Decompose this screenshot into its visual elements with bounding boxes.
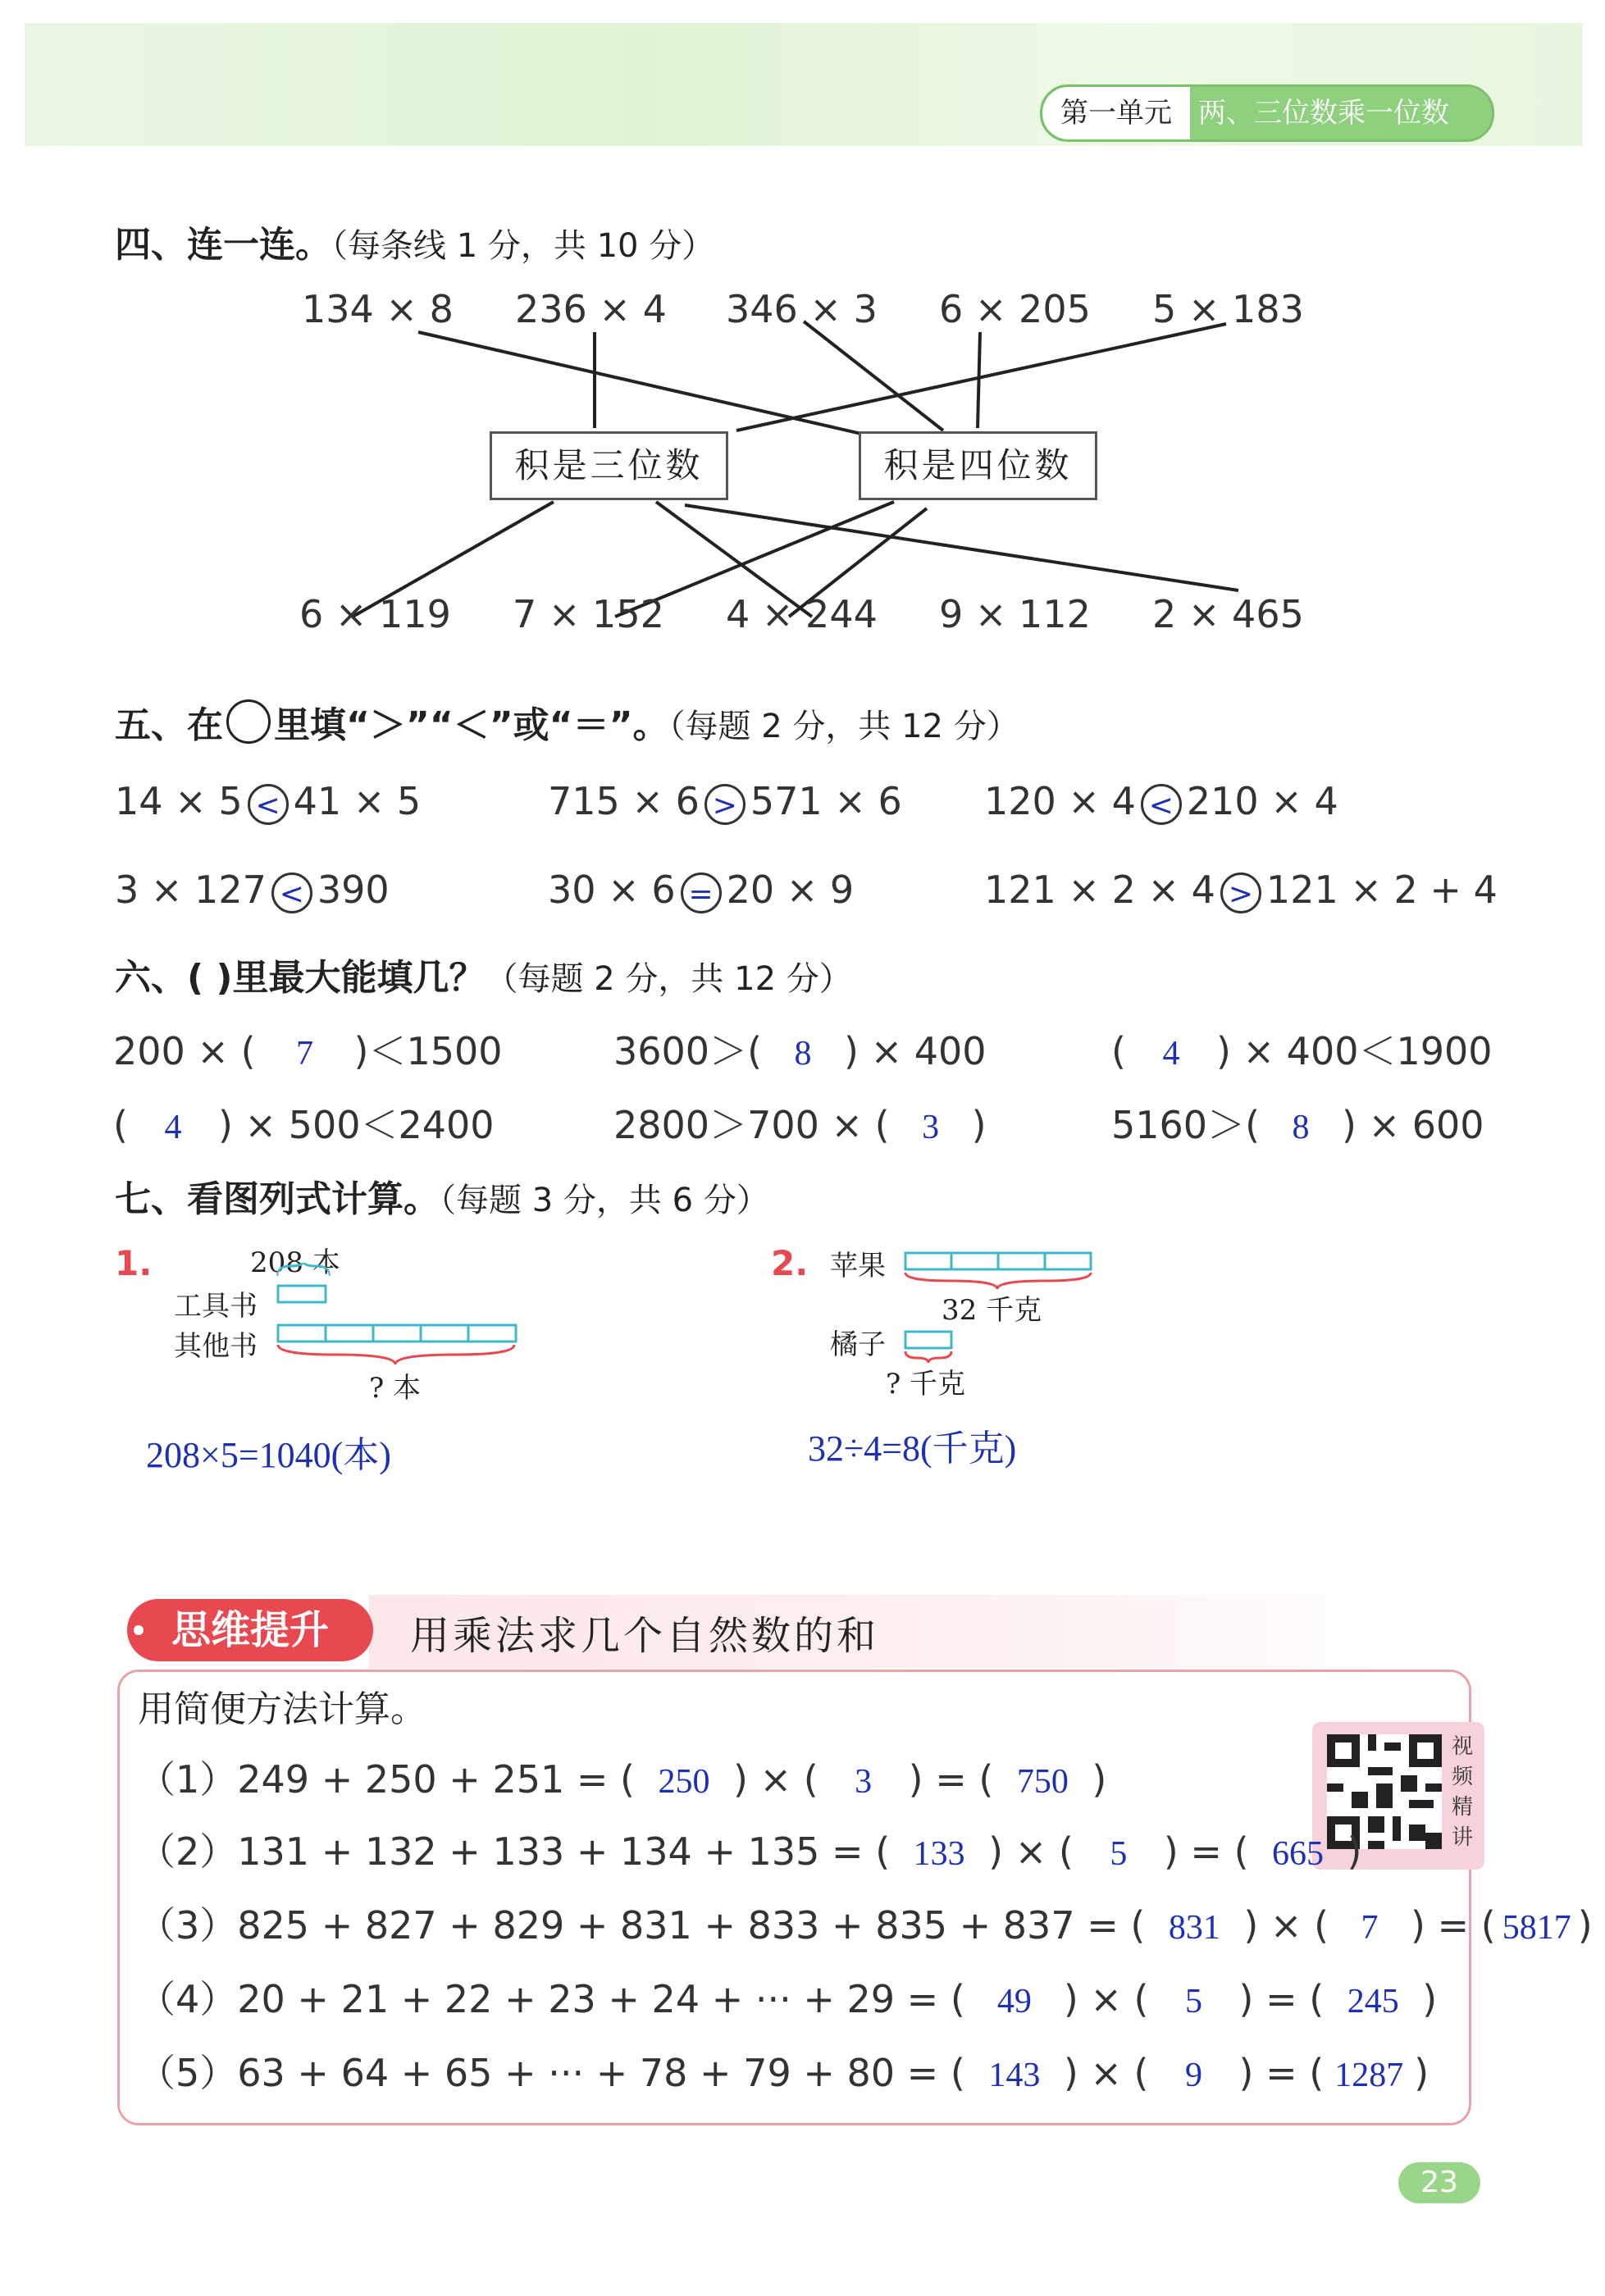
calc-3-b: 7: [1361, 1909, 1379, 1947]
line-346x3: [804, 321, 943, 430]
section-6-note: （每题 2 分，共 12 分）: [485, 960, 852, 998]
problem-1-row2-label: 其他书: [174, 1330, 258, 1363]
compare-1-answer: <: [248, 784, 289, 825]
problem-2-mid-label: 32 千克: [942, 1294, 1042, 1327]
section-7-title: [115, 1169, 769, 1222]
compare-5-answer: =: [681, 872, 722, 913]
top-expr-4: 6 × 205: [939, 287, 1091, 331]
brace-top: [277, 1263, 330, 1276]
box-three-digit: 积是三位数: [490, 431, 728, 500]
calc-4-a: 49: [996, 1983, 1032, 2020]
calc-4-c: 245: [1347, 1983, 1399, 2020]
compare-2: 715 × 6 > 571 × 6: [548, 779, 902, 823]
top-expr-2: 236 × 4: [515, 287, 667, 331]
unit-pill: [1040, 84, 1494, 142]
top-expr-3: 346 × 3: [726, 287, 878, 331]
section-4-note: （每条线 1 分，共 10 分）: [331, 227, 715, 265]
calc-1-b: 3: [855, 1763, 873, 1801]
fill-1: 200 × ( 7 )＜1500: [113, 1029, 503, 1073]
bar-tool-books: [278, 1286, 326, 1302]
calc-2: （2）131 + 132 + 133 + 134 + 135 = ( 133 ) × ( 5 ) = ( 665 ): [138, 1829, 1362, 1874]
problem-1-number: 1.: [115, 1243, 153, 1283]
fill-4: ( 4 ) × 500＜2400: [113, 1103, 495, 1147]
calc-2-c: 665: [1272, 1835, 1325, 1873]
fill-5: 2800＞700 × ( 3 ): [613, 1103, 987, 1147]
compare-1: 14 × 5 < 41 × 5: [115, 779, 422, 823]
compare-4-answer: <: [271, 872, 312, 913]
section-4-title: [115, 215, 714, 267]
section-5-heading-post: 里填“＞”“＜”或“＝”。: [274, 704, 669, 746]
compare-6-answer: >: [1220, 872, 1261, 913]
brace-apples: [905, 1273, 1091, 1289]
section-5-note: （每题 2 分，共 12 分）: [668, 708, 1019, 745]
problem-2-bottom-label: ? 千克: [886, 1368, 966, 1401]
compare-6: 121 × 2 × 4 > 121 × 2 + 4: [984, 868, 1498, 912]
section-6-title: [115, 948, 852, 1000]
bottom-expr-5: 2 × 465: [1152, 592, 1304, 636]
calc-1-a: 250: [658, 1763, 710, 1801]
qr-label: 视频精讲: [1451, 1734, 1473, 1850]
bar-oranges: [905, 1332, 951, 1348]
problem-2-number: 2.: [771, 1243, 809, 1283]
problem-1-bottom-label: ? 本: [369, 1372, 422, 1405]
unit-label: 第一单元: [1042, 87, 1190, 139]
calc-5-c: 1287: [1334, 2057, 1404, 2094]
fill-1-answer: 7: [296, 1035, 314, 1073]
problem-1-top-label: 208 本: [250, 1246, 340, 1279]
compare-5: 30 × 6 = 20 × 9: [548, 868, 855, 912]
fill-3: ( 4 ) × 400＜1900: [1111, 1029, 1493, 1073]
think-badge: 思维提升: [127, 1599, 373, 1661]
fill-6: 5160＞( 8 ) × 600: [1111, 1103, 1484, 1147]
calc-2-b: 5: [1110, 1835, 1128, 1873]
section-5-heading-pre: 五、在: [115, 704, 223, 746]
think-title: 用乘法求几个自然数的和: [410, 1613, 880, 1659]
problem-1-row1-label: 工具书: [174, 1290, 258, 1323]
think-intro: 用简便方法计算。: [138, 1688, 426, 1730]
problem-1-bars: [276, 1263, 522, 1378]
fill-4-answer: 4: [164, 1109, 182, 1146]
line-6x205: [978, 332, 980, 428]
section-6-heading: 六、( )里最大能填几？: [115, 957, 486, 999]
calc-3-c: 5817: [1502, 1909, 1571, 1947]
calc-4-b: 5: [1185, 1983, 1202, 2020]
problem-2-row1-label: 苹果: [830, 1250, 886, 1282]
bottom-expr-3: 4 × 244: [726, 592, 878, 636]
calc-5-b: 9: [1185, 2057, 1202, 2094]
compare-2-answer: >: [704, 784, 746, 825]
calc-3-a: 831: [1168, 1909, 1220, 1947]
fill-5-answer: 3: [922, 1109, 940, 1146]
fill-3-answer: 4: [1162, 1035, 1180, 1073]
compare-4: 3 × 127 < 390: [115, 868, 390, 912]
brace-bottom: [278, 1345, 514, 1364]
problem-1-answer: 208×5=1040(本): [146, 1435, 391, 1475]
line-134x8: [418, 332, 919, 447]
section-4-heading: 四、连一连。: [115, 224, 331, 266]
calc-3: （3）825 + 827 + 829 + 831 + 833 + 835 + 837 = ( 831 ) × ( 7 ) = ( 5817 ): [138, 1903, 1593, 1947]
bottom-expr-4: 9 × 112: [939, 592, 1091, 636]
unit-topic: 两、三位数乘一位数: [1198, 97, 1449, 130]
badge-dot-icon: [134, 1625, 144, 1635]
calc-1-c: 750: [1016, 1763, 1069, 1801]
calc-5-a: 143: [988, 2057, 1041, 2094]
bar-other-books: [278, 1325, 516, 1342]
problem-2-answer: 32÷4=8(千克): [808, 1428, 1017, 1469]
fill-6-answer: 8: [1292, 1109, 1310, 1146]
compare-3: 120 × 4 < 210 × 4: [984, 779, 1338, 823]
section-7-note: （每题 3 分，共 6 分）: [440, 1182, 769, 1219]
box-four-digit: 积是四位数: [859, 431, 1097, 500]
fill-2-answer: 8: [794, 1035, 812, 1073]
top-expr-1: 134 × 8: [302, 287, 454, 331]
section-7-heading: 七、看图列式计算。: [115, 1178, 440, 1220]
bottom-expr-1: 6 × 119: [299, 592, 451, 636]
section-5-title: [115, 695, 1019, 748]
problem-2-row2-label: 橘子: [830, 1328, 886, 1361]
calc-1: （1）249 + 250 + 251 = ( 250 ) × ( 3 ) = ( 750 ): [138, 1757, 1107, 1802]
bottom-expr-2: 7 × 152: [513, 592, 664, 636]
calc-4: （4）20 + 21 + 22 + 23 + 24 + ··· + 29 = ( 49 ) × ( 5 ) = ( 245 ): [138, 1977, 1438, 2021]
calc-5: （5）63 + 64 + 65 + ··· + 78 + 79 + 80 = ( 143 ) × ( 9 ) = ( 1287 ): [138, 2051, 1429, 2095]
calc-2-a: 133: [913, 1835, 965, 1873]
line-2x465: [685, 505, 1238, 590]
circle-symbol-icon: [226, 699, 271, 744]
page-number: 23: [1398, 2162, 1480, 2203]
fill-2: 3600＞( 8 ) × 400: [613, 1029, 987, 1073]
problem-1-diagram: [276, 1263, 522, 1381]
top-expr-5: 5 × 183: [1152, 287, 1304, 331]
compare-3-answer: <: [1141, 784, 1182, 825]
